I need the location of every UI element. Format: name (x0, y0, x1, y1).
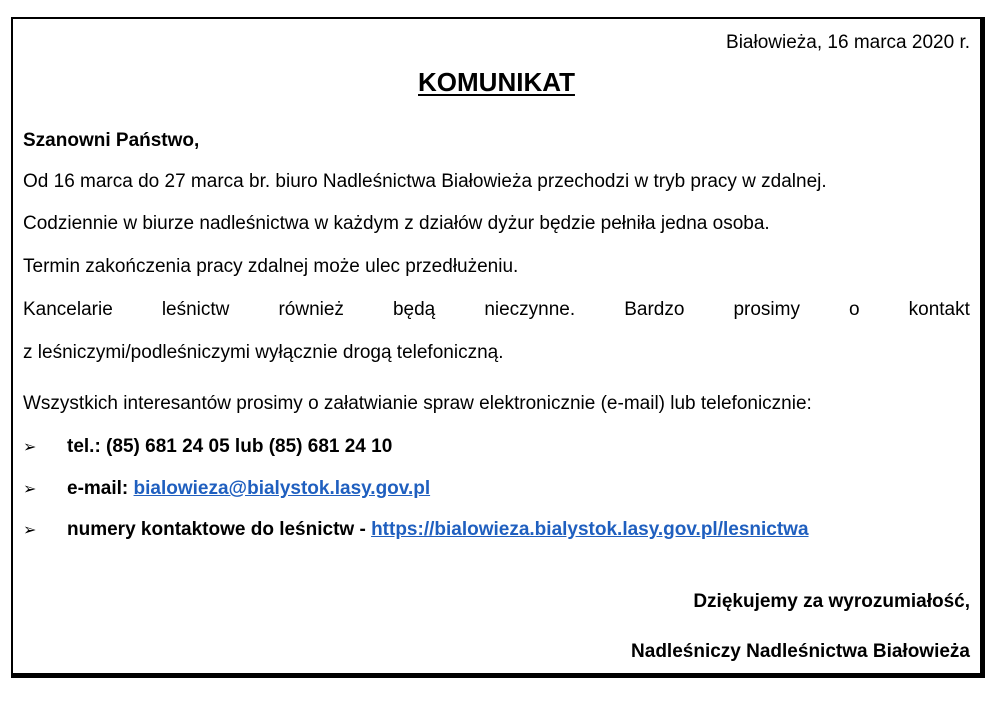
date-line: Białowieża, 16 marca 2020 r. (726, 32, 970, 53)
email-label: e-mail: (67, 478, 134, 499)
paragraph-4-line-2: z leśniczymi/podleśniczymi wyłącznie drogą telefoniczną. (23, 342, 504, 363)
list-item-email (23, 477, 970, 501)
paragraph-4-word: Bardzo (624, 299, 685, 320)
closing-line: Dziękujemy za wyrozumiałość, (693, 591, 970, 612)
paragraph-2: Codziennie w biurze nadleśnictwa w każdym z działów dyżur będzie pełniła jedna osoba. (23, 213, 770, 234)
list-item-contacts (23, 518, 970, 542)
arrow-bullet-icon: ➢ (23, 439, 37, 456)
paragraph-4-word: leśnictw (161, 299, 230, 320)
paragraph-4-word: będą (392, 299, 436, 320)
phone-text: tel.: (85) 681 24 05 lub (85) 681 24 10 (67, 436, 393, 457)
greeting: Szanowni Państwo, (23, 130, 200, 151)
paragraph-4-line-1 (23, 298, 970, 321)
signature-line: Nadleśniczy Nadleśnictwa Białowieża (631, 641, 970, 662)
paragraph-1: Od 16 marca do 27 marca br. biuro Nadleśnictwa Białowieża przechodzi w tryb pracy w zdalnej. (23, 171, 827, 192)
page-title: KOMUNIKAT (418, 67, 575, 97)
document-frame (11, 17, 985, 678)
paragraph-4-word: prosimy (733, 299, 800, 320)
contacts-label: numery kontaktowe do leśnictw - (67, 519, 372, 540)
email-link[interactable]: bialowieza@bialystok.lasy.gov.pl (133, 478, 431, 499)
arrow-bullet-icon: ➢ (23, 522, 37, 539)
paragraph-3: Termin zakończenia pracy zdalnej może ulec przedłużeniu. (23, 256, 519, 277)
paragraph-4-word: również (278, 299, 344, 320)
paragraph-4-word: nieczynne. (484, 299, 576, 320)
contacts-link[interactable]: https://bialowieza.bialystok.lasy.gov.pl/lesnictwa (371, 519, 809, 540)
paragraph-4-word: kontakt (908, 299, 970, 320)
paragraph-4-word: o (849, 299, 860, 320)
paragraph-4-word: Kancelarie (23, 299, 113, 320)
list-item-phone (23, 435, 970, 459)
arrow-bullet-icon: ➢ (23, 481, 37, 498)
paragraph-5: Wszystkich interesantów prosimy o załatwianie spraw elektronicznie (e-mail) lub telefonicznie: (23, 393, 812, 414)
